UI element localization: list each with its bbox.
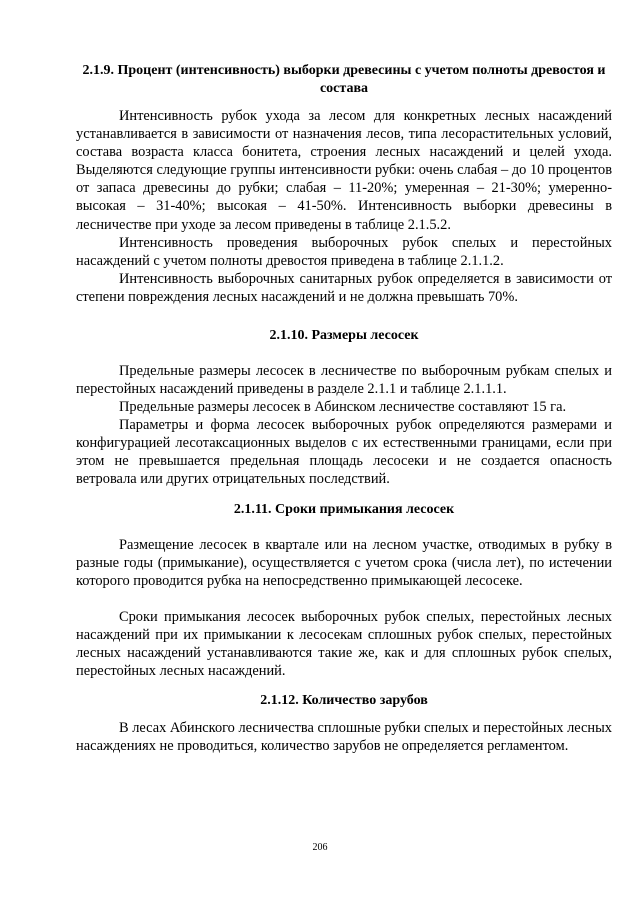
paragraph: Интенсивность рубок ухода за лесом для конкретных лесных насаждений устанавливается в зависимости от назначения лесов, типа лесорастительных условий, состава возраста класса бонитета, строения лесных насаждений и целей ухода. Выделяются следующие группы интенсивности рубки: очень слабая – до 10 процентов от запаса древесины до рубки; слабая – 11-20%; умеренная – 21-30%; умеренно-высокая – 31-40%; высокая – 41-50%. Интенсивность выборки древесины в лесничестве при уходе за лесом приведены в таблице 2.1.5.2.: [76, 108, 612, 233]
section-heading-2-1-9: 2.1.9. Процент (интенсивность) выборки древесины с учетом полноты древостоя и состава: [82, 63, 606, 96]
paragraph: Интенсивность проведения выборочных рубок спелых и перестойных насаждений с учетом полноты древостоя приведена в таблице 2.1.1.2.: [76, 235, 612, 270]
paragraph: Сроки примыкания лесосек выборочных рубок спелых, перестойных лесных насаждений при их примыкании к лесосекам сплошных рубок спелых, перестойных лесных насаждений устанавливаются такие же, как и для сплошных рубок спелых, перестойных лесных насаждений.: [76, 609, 612, 680]
paragraph: Интенсивность выборочных санитарных рубок определяется в зависимости от степени повреждения лесных насаждений и не должна превышать 70%.: [76, 271, 612, 306]
section-heading-2-1-11: 2.1.11. Сроки примыкания лесосек: [233, 502, 455, 517]
paragraph: Размещение лесосек в квартале или на лесном участке, отводимых в рубку в разные годы (примыкание), осуществляется с учетом срока (числа лет), по истечении которого проводится рубка на непосредственно примыкающей лесосеке.: [76, 537, 612, 590]
section-heading-2-1-12: 2.1.12. Количество зарубов: [260, 693, 428, 708]
paragraph: Предельные размеры лесосек в лесничестве по выборочным рубкам спелых и перестойных насаждений приведены в разделе 2.1.1 и таблице 2.1.1.1.: [76, 363, 612, 398]
page-number: 206: [312, 842, 328, 853]
paragraph: Предельные размеры лесосек в Абинском лесничестве составляют 15 га.: [119, 399, 567, 415]
paragraph: В лесах Абинского лесничества сплошные рубки спелых и перестойных лесных насаждениях не проводиться, количество зарубов не определяется регламентом.: [76, 720, 612, 755]
paragraph: Параметры и форма лесосек выборочных рубок определяются размерами и конфигурацией лесотаксационных выделов с их естественными границами, если при этом не превышается предельная площадь лесосеки и не создается опасность ветровала или других отрицательных последствий.: [76, 417, 612, 488]
section-heading-2-1-10: 2.1.10. Размеры лесосек: [269, 328, 419, 343]
